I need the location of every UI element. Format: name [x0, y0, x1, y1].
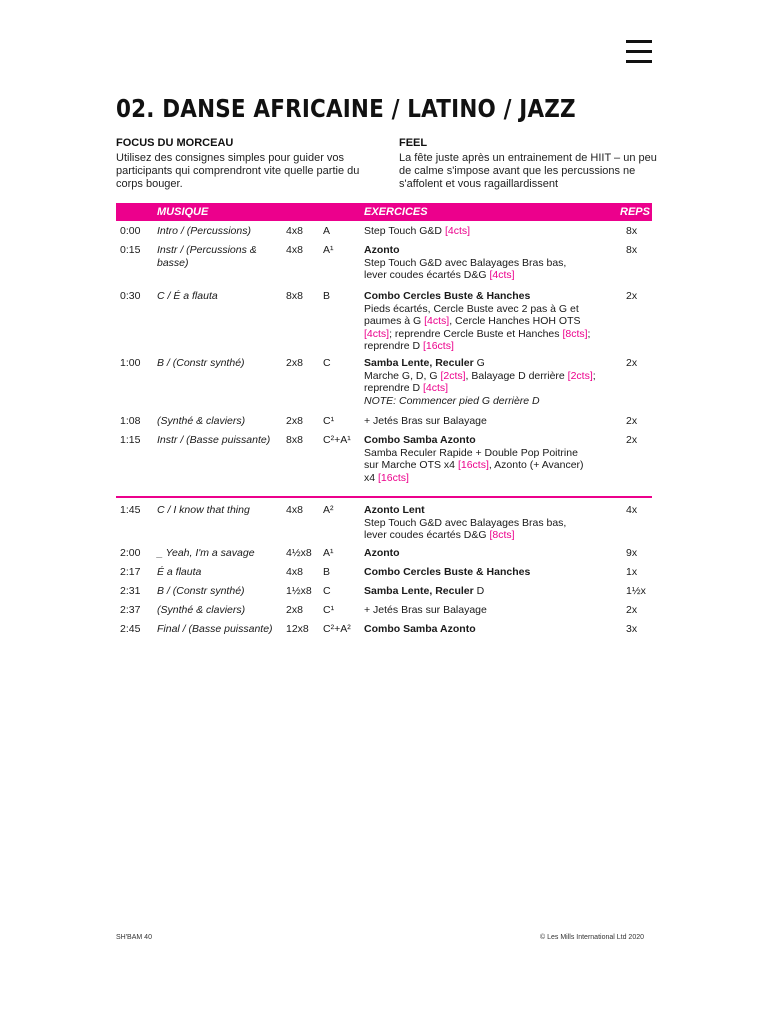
row-reps: 3x [626, 623, 638, 635]
row-reps: 4x [626, 504, 638, 516]
row-music: B / (Constr synthé) [157, 357, 245, 369]
row-count: 8x8 [286, 434, 303, 446]
row-reps: 2x [626, 290, 638, 302]
row-exercise [364, 244, 664, 282]
exercise-line: Marche G, D, G [2cts], Balayage D derrière [2cts]; [364, 369, 596, 382]
focus-section [116, 137, 366, 191]
row-time: 2:31 [120, 585, 141, 597]
focus-heading: FOCUS DU MORCEAU [116, 137, 234, 149]
table-header [116, 203, 652, 221]
row-exercise [364, 547, 664, 560]
exercise-title: Azonto [364, 547, 400, 559]
row-count: 4x8 [286, 504, 303, 516]
exercise-title: Azonto [364, 244, 400, 256]
row-music: (Synthé & claviers) [157, 604, 246, 616]
row-block: C¹ [323, 604, 335, 616]
exercise-title: Combo Samba Azonto [364, 434, 476, 446]
row-reps: 8x [626, 225, 638, 237]
count-tag: [2cts] [440, 369, 466, 382]
row-time: 2:00 [120, 547, 141, 559]
row-music: Instr / (Percussions & basse) [157, 244, 257, 269]
count-tag: [2cts] [567, 369, 593, 382]
row-time: 1:00 [120, 357, 141, 369]
row-time: 1:15 [120, 434, 141, 446]
exercise-line: Pieds écartés, Cercle Buste avec 2 pas à G et [364, 302, 579, 315]
exercise-title: Combo Cercles Buste & Hanches [364, 290, 531, 302]
row-exercise [364, 290, 664, 353]
exercise-line: Step Touch G&D avec Balayages Bras bas, [364, 516, 567, 529]
row-reps: 2x [626, 357, 638, 369]
exercise-line: Samba Reculer Rapide + Double Pop Poitrine [364, 446, 578, 459]
count-tag: [4cts] [424, 315, 450, 327]
row-reps: 8x [626, 244, 638, 256]
row-music: B / (Constr synthé) [157, 585, 245, 597]
exercise-line: reprendre D [16cts] [364, 340, 454, 352]
count-tag: [4cts] [444, 225, 471, 237]
exercise-title-suffix: D [473, 585, 485, 597]
row-music: É a flauta [157, 566, 202, 578]
row-block: A² [323, 504, 334, 516]
row-time: 1:08 [120, 415, 141, 427]
row-time: 2:17 [120, 566, 141, 578]
header-exercices: EXERCICES [364, 206, 428, 218]
row-time: 1:45 [120, 504, 141, 516]
hamburger-menu-icon[interactable] [626, 40, 652, 64]
footer-copyright: © Les Mills International Ltd 2020 [540, 934, 644, 941]
row-reps: 2x [626, 604, 638, 616]
count-tag: [8cts] [489, 529, 515, 541]
exercise-line: paumes à G [4cts], Cercle Hanches HOH OTS [364, 315, 581, 327]
row-exercise [364, 434, 664, 484]
exercise-line: x4 [16cts] [364, 471, 409, 484]
row-music: _ Yeah, I'm a savage [157, 547, 255, 559]
row-block: B [323, 566, 331, 578]
exercise-text: + Jetés Bras sur Balayage [364, 604, 487, 616]
row-block: C²+A¹ [323, 434, 351, 446]
exercise-title: Combo Cercles Buste & Hanches [364, 566, 531, 578]
row-block: C¹ [323, 415, 335, 427]
row-exercise [364, 357, 664, 407]
count-tag: [4cts] [422, 382, 449, 394]
count-tag: [4cts] [364, 327, 390, 340]
exercise-title: Azonto Lent [364, 504, 425, 516]
row-count: 2x8 [286, 604, 303, 616]
exercise-line: sur Marche OTS x4 [16cts], Azonto (+ Avancer) [364, 459, 584, 471]
exercise-text: Step Touch G&D [4cts] [364, 225, 471, 237]
row-time: 0:30 [120, 290, 141, 302]
row-time: 2:37 [120, 604, 141, 616]
row-time: 2:45 [120, 623, 141, 635]
section-divider [116, 496, 652, 498]
exercise-title: Combo Samba Azonto [364, 623, 476, 635]
row-block: A¹ [323, 244, 334, 256]
row-reps: 2x [626, 415, 638, 427]
row-count: 4x8 [286, 566, 303, 578]
row-music: Intro / (Percussions) [157, 225, 251, 237]
row-exercise [364, 604, 664, 617]
exercise-line: lever coudes écartés D&G [4cts] [364, 269, 515, 281]
row-music: C / É a flauta [157, 290, 218, 302]
footer-release: SH'BAM 40 [116, 934, 152, 941]
feel-heading: FEEL [399, 137, 428, 149]
count-tag: [8cts] [562, 327, 588, 340]
count-tag: [16cts] [422, 340, 454, 352]
row-block: B [323, 290, 331, 302]
header-reps: REPS [620, 206, 650, 218]
row-exercise [364, 504, 664, 542]
row-exercise [364, 585, 664, 598]
row-music: C / I know that thing [157, 504, 250, 516]
row-music: (Synthé & claviers) [157, 415, 246, 427]
exercise-line: reprendre D [4cts] [364, 382, 449, 394]
row-reps: 2x [626, 434, 638, 446]
row-count: 2x8 [286, 415, 303, 427]
exercise-title: Samba Lente, Reculer D [364, 585, 485, 597]
row-count: 4½x8 [286, 547, 312, 559]
row-count: 4x8 [286, 225, 303, 237]
header-musique: MUSIQUE [157, 206, 209, 218]
exercise-line: Step Touch G&D avec Balayages Bras bas, [364, 256, 567, 269]
row-count: 12x8 [286, 623, 309, 635]
exercise-title-suffix: G [473, 357, 485, 369]
count-tag: [4cts] [489, 269, 515, 281]
row-count: 4x8 [286, 244, 303, 256]
row-block: A [323, 225, 331, 237]
row-exercise [364, 415, 664, 428]
row-music: Final / (Basse puissante) [157, 623, 273, 635]
exercise-text: + Jetés Bras sur Balayage [364, 415, 487, 427]
feel-text: La fête juste après un entrainement de HIIT – un peu de calme s'impose avant que les percussions ne s'affolent et vous ragaillardissent [399, 152, 657, 190]
row-exercise [364, 566, 664, 579]
row-count: 1½x8 [286, 585, 312, 597]
row-reps: 1½x [626, 585, 646, 597]
row-block: C [323, 585, 331, 597]
row-reps: 1x [626, 566, 638, 578]
feel-section [399, 137, 659, 191]
row-reps: 9x [626, 547, 638, 559]
count-tag: [16cts] [457, 459, 489, 471]
page-title: 02. DANSE AFRICAINE / LATINO / JAZZ [116, 94, 576, 123]
row-count: 2x8 [286, 357, 303, 369]
row-music: Instr / (Basse puissante) [157, 434, 271, 446]
row-time: 0:00 [120, 225, 141, 237]
count-tag: [16cts] [378, 471, 409, 484]
exercise-line: [4cts]; reprendre Cercle Buste et Hanches [8cts]; [364, 327, 591, 340]
row-block: C²+A² [323, 623, 351, 635]
focus-text: Utilisez des consignes simples pour guider vos participants qui comprendront vite quelle partie du corps bouger. [116, 152, 360, 190]
row-exercise [364, 623, 664, 636]
row-block: C [323, 357, 331, 369]
row-count: 8x8 [286, 290, 303, 302]
row-exercise [364, 225, 664, 238]
row-time: 0:15 [120, 244, 141, 256]
row-block: A¹ [323, 547, 334, 559]
exercise-line: lever coudes écartés D&G [8cts] [364, 529, 515, 541]
exercise-line: NOTE: Commencer pied G derrière D [364, 394, 540, 407]
exercise-title: Samba Lente, Reculer G [364, 357, 485, 369]
